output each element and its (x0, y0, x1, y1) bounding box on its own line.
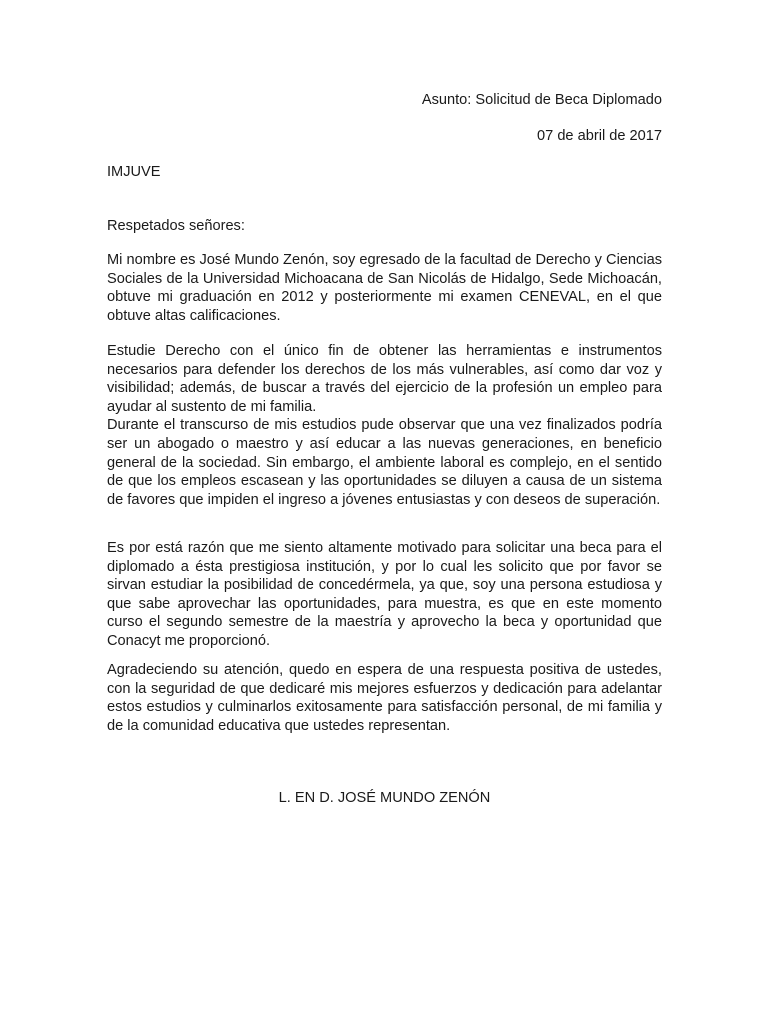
paragraph-text: Mi nombre es José Mundo Zenón, soy egresado de la facultad de Derecho y Ciencias Sociales de la Universidad Michoacana de San Nicolás de Hidalgo, Sede Michoacán, obtuve mi graduación en 2012 y posteriormente mi examen CENEVAL, en el que obtuve altas calificaciones. (107, 252, 662, 324)
paragraph-text: Agradeciendo su atención, quedo en espera de una respuesta positiva de ustedes, con la seguridad de que dedicaré mis mejores esfuerzos y dedicación para adelantar estos estudios y culminarlos exitosamente para satisfacción personal, de mi familia y de la comunidad educativa que ustedes representan. (107, 662, 662, 734)
letter-date: 07 de abril de 2017 (537, 128, 662, 144)
body-paragraph-1 (107, 251, 662, 325)
body-paragraph-4 (107, 661, 662, 735)
paragraph-text: Durante el transcurso de mis estudios pude observar que una vez finalizados podría ser un abogado o maestro y así educar a las nuevas generaciones, en beneficio general de la sociedad. Sin embargo, el ambiente laboral es complejo, en el sentido de que los empleos escasean y las oportunidades se diluyen a causa de un sistema de favores que impiden el ingreso a jóvenes entusiastas y con deseos de superación. (107, 417, 662, 508)
paragraph-text: Estudie Derecho con el único fin de obtener las herramientas e instrumentos necesarios para defender los derechos de los más vulnerables, así como dar voz y visibilidad; además, de buscar a través del ejercicio de la profesión un empleo para ayudar al sustento de mi familia. (107, 343, 662, 415)
subject-line: Asunto: Solicitud de Beca Diplomado (421, 92, 662, 108)
salutation: Respetados señores: (107, 218, 245, 234)
signature: L. EN D. JOSÉ MUNDO ZENÓN (278, 790, 491, 806)
recipient: IMJUVE (107, 164, 161, 180)
body-paragraph-3 (107, 539, 662, 651)
body-paragraph-2 (107, 342, 662, 509)
paragraph-text: Es por está razón que me siento altamente motivado para solicitar una beca para el diplomado a ésta prestigiosa institución, y por lo cual les solicito que por favor se sirvan estudiar la posibilidad de concedérmela, ya que, soy una persona estudiosa y que sabe aprovechar las oportunidades, para muestra, es que en este momento curso el segundo semestre de la maestría y aprovecho la beca y oportunidad que Conacyt me proporcionó. (107, 540, 662, 649)
